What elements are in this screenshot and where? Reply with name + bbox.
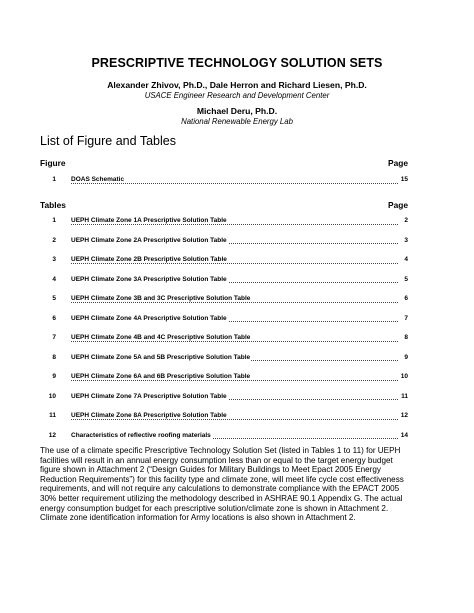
authors-line-2: Michael Deru, Ph.D.: [196, 106, 278, 116]
entry-label: UEPH Climate Zone 7A Prescriptive Solution Table: [71, 392, 227, 400]
table-list-item[interactable]: [40, 295, 408, 307]
entry-number: 12: [48, 431, 56, 439]
entry-page-number: 15: [400, 176, 408, 183]
entry-label: UEPH Climate Zone 8A Prescriptive Solution Table: [71, 412, 227, 419]
tables-column-header: Tables: [40, 200, 66, 210]
body-paragraph: [40, 446, 440, 523]
tables-page-column-header: Page: [388, 200, 409, 210]
entry-label: UEPH Climate Zone 2A Prescriptive Solution Table: [71, 236, 227, 244]
table-list-item[interactable]: [40, 256, 408, 268]
body-text-line: figure shown in Attachment 2 (“Design Guides for Military Buildings to Meet Epact 2005 Energy: [40, 465, 381, 475]
entry-label: UEPH Climate Zone 6A and 6B Prescriptive Solution Table: [71, 373, 251, 380]
entry-label: UEPH Climate Zone 5A and 5B Prescriptive Solution Table: [71, 353, 251, 361]
affiliation-2: National Renewable Energy Lab: [181, 117, 293, 126]
entry-page-number: 11: [401, 392, 408, 400]
entry-number: 10: [48, 392, 56, 400]
entry-label: DOAS Schematic: [71, 176, 125, 183]
entry-page-number: 4: [404, 256, 408, 263]
body-text-line: Reduction Requirements”) for this facility type and climate zone, will meet life cycle cost effectiveness: [40, 474, 404, 484]
table-list-item[interactable]: [40, 276, 408, 288]
entry-label: Characteristics of reflective roofing materials: [71, 431, 211, 439]
entry-number: 4: [52, 275, 56, 283]
table-list-item[interactable]: [40, 373, 408, 385]
entry-number: 9: [52, 373, 56, 380]
body-text-line: facilities will result in an annual energy consumption less than or equal to the target energy budget: [40, 455, 393, 465]
entry-page-number: 2: [404, 217, 408, 224]
list-of-figures-heading: List of Figure and Tables: [40, 134, 176, 148]
body-text-line: requirements, and will not require any calculations to demonstrate compliance with the EPACT 2005: [40, 484, 400, 494]
entry-number: 8: [52, 353, 56, 361]
entry-label: UEPH Climate Zone 4B and 4C Prescriptive Solution Table: [71, 334, 251, 341]
entry-label: UEPH Climate Zone 3A Prescriptive Solution Table: [71, 275, 227, 283]
table-list-item[interactable]: [40, 217, 408, 229]
entry-label: UEPH Climate Zone 2B Prescriptive Solution Table: [71, 256, 227, 263]
entry-number: 2: [52, 236, 56, 244]
authors-line-1: Alexander Zhivov, Ph.D., Dale Herron and Richard Liesen, Ph.D.: [107, 80, 367, 90]
entry-page-number: 10: [400, 373, 408, 380]
entry-number: 1: [52, 176, 56, 183]
figure-column-header: Figure: [40, 158, 66, 168]
entry-number: 6: [52, 314, 56, 322]
table-list-item[interactable]: [40, 354, 408, 366]
entry-label: UEPH Climate Zone 3B and 3C Prescriptive Solution Table: [71, 295, 251, 302]
figure-page-column-header: Page: [388, 158, 409, 168]
entry-number: 5: [52, 295, 56, 302]
table-list-item[interactable]: [40, 237, 408, 249]
table-list-item[interactable]: [40, 412, 408, 424]
body-text-line: The use of a climate specific Prescriptive Technology Solution Set (listed in Tables 1 to 11) for UEPH: [40, 446, 401, 455]
table-list-item[interactable]: [40, 315, 408, 327]
body-text-line: Climate zone identification information for Army locations is also shown in Attachment 2.: [40, 513, 356, 523]
entry-number: 7: [52, 334, 56, 341]
entry-label: UEPH Climate Zone 1A Prescriptive Solution Table: [71, 217, 227, 224]
entry-page-number: 8: [404, 334, 408, 341]
affiliation-1: USACE Engineer Research and Development Center: [144, 91, 330, 100]
entry-label: UEPH Climate Zone 4A Prescriptive Solution Table: [71, 314, 227, 322]
entry-number: 1: [52, 217, 56, 224]
entry-number: 11: [49, 412, 56, 419]
body-text-line: energy consumption budget for each prescriptive solution/climate zone is shown in Attachment 2.: [40, 503, 389, 513]
table-list-item[interactable]: [40, 334, 408, 346]
entry-page-number: 3: [404, 236, 408, 244]
entry-page-number: 9: [404, 353, 408, 361]
entry-number: 3: [52, 256, 56, 263]
table-list-item[interactable]: [40, 432, 408, 444]
entry-page-number: 14: [400, 431, 408, 439]
entry-page-number: 5: [404, 275, 408, 283]
document-title: PRESCRIPTIVE TECHNOLOGY SOLUTION SETS: [91, 56, 383, 70]
table-list-item[interactable]: [40, 393, 408, 405]
figure-list-item[interactable]: [40, 176, 408, 188]
entry-page-number: 6: [404, 295, 408, 302]
entry-page-number: 12: [400, 412, 408, 419]
entry-page-number: 7: [404, 314, 408, 322]
body-text-line: 30% better requirement utilizing the methodology described in ASHRAE 90.1 Appendix G. The actual: [40, 493, 403, 503]
